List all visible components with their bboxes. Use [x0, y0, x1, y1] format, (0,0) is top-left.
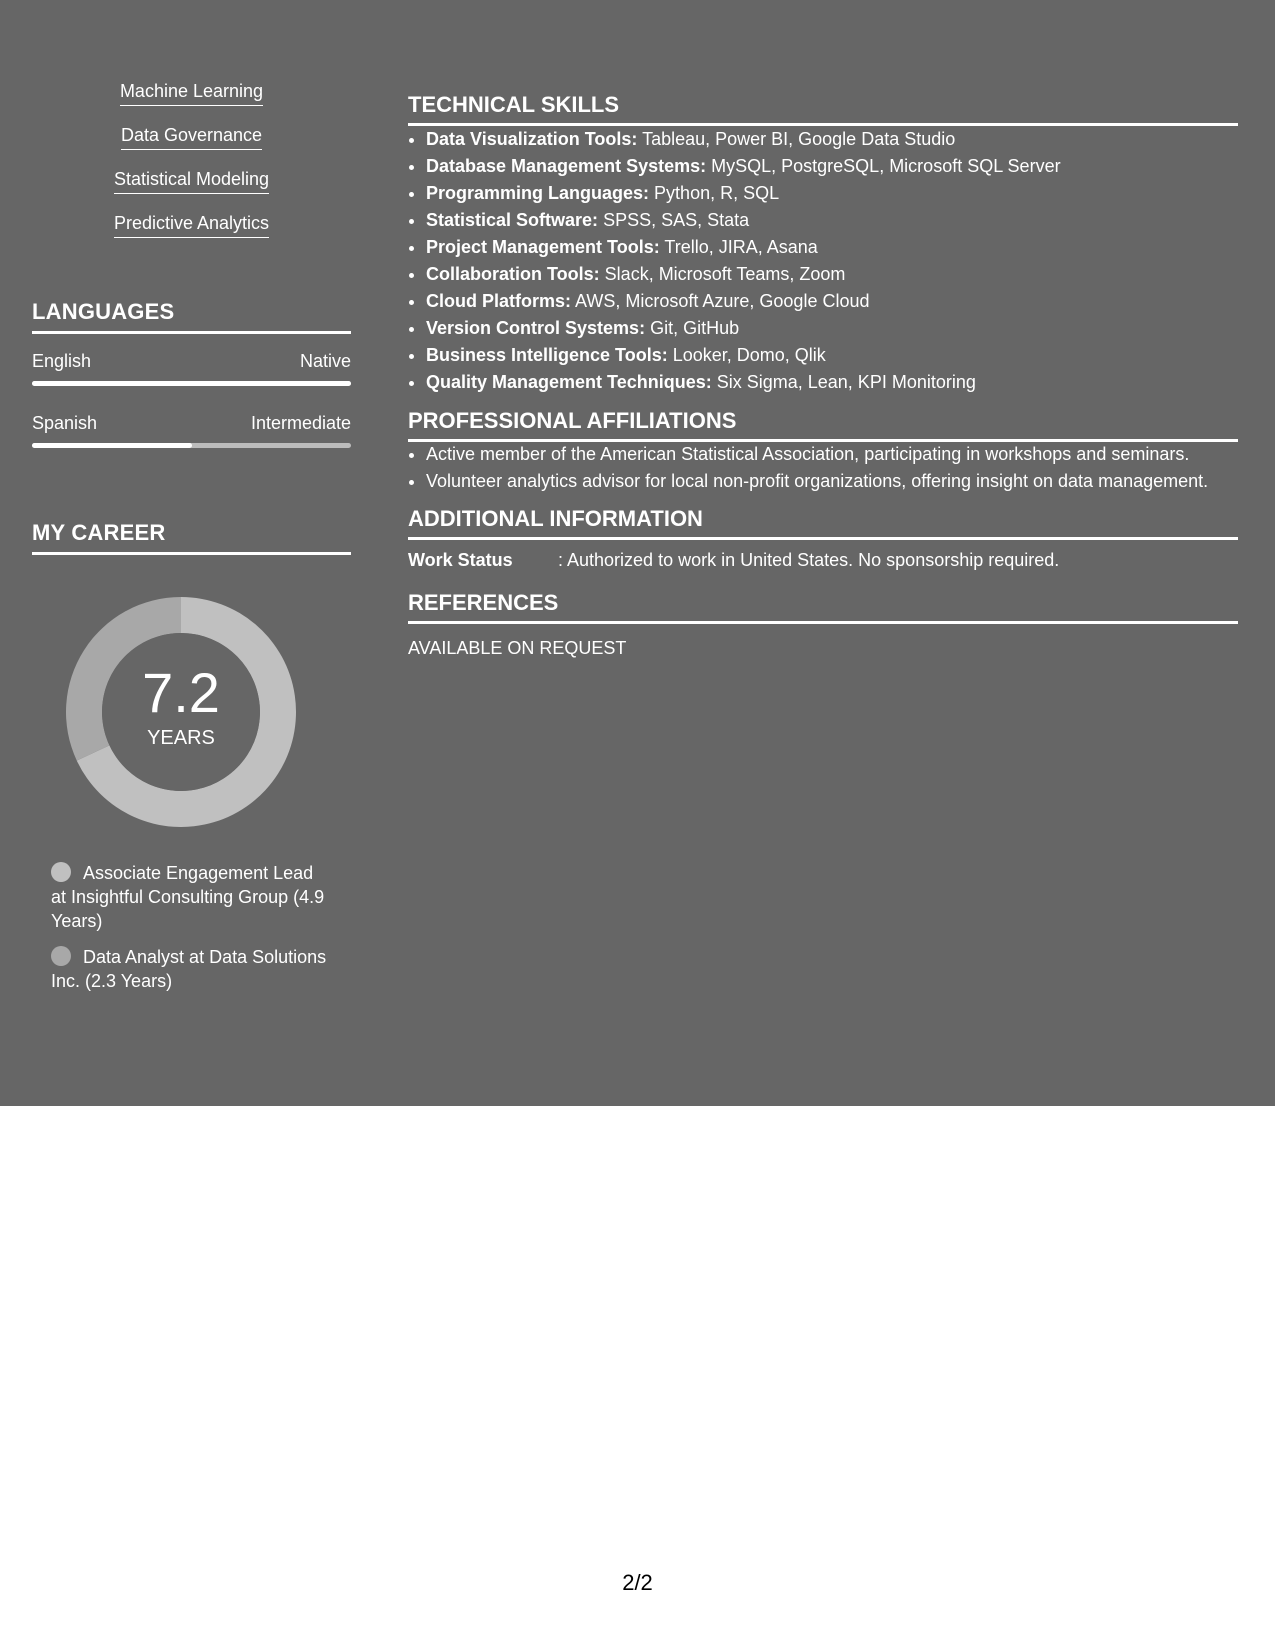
skill-category: Project Management Tools:	[426, 237, 660, 257]
page-number: 2/2	[622, 1570, 653, 1595]
affiliations-heading: PROFESSIONAL AFFILIATIONS	[408, 408, 1238, 442]
work-status-row	[408, 548, 1238, 572]
skill-tag: Statistical Modeling	[114, 168, 269, 194]
skill-tag: Machine Learning	[120, 80, 263, 106]
skill-category: Collaboration Tools:	[426, 264, 600, 284]
list-item: • Volunteer analytics advisor for local non-profit organizations, offering insight on data management.	[426, 469, 1238, 494]
legend-dot-icon	[51, 862, 71, 882]
skill-tag: Data Governance	[121, 124, 262, 150]
language-proficiency-fill	[32, 443, 192, 448]
language-proficiency-fill	[32, 381, 351, 386]
list-item	[426, 342, 1238, 369]
right-column	[408, 92, 1238, 660]
work-status-label: Work Status	[408, 550, 513, 570]
list-item	[426, 315, 1238, 342]
technical-skills-list	[408, 126, 1238, 396]
legend-dot-icon	[51, 946, 71, 966]
skill-tag: Predictive Analytics	[114, 212, 269, 238]
language-row-spanish	[32, 412, 351, 448]
skill-values: Six Sigma, Lean, KPI Monitoring	[716, 372, 976, 392]
skill-values: Python, R, SQL	[654, 183, 780, 203]
skill-category: Quality Management Techniques:	[426, 372, 712, 392]
list-item	[426, 234, 1238, 261]
skill-values: Slack, Microsoft Teams, Zoom	[604, 264, 846, 284]
list-item	[426, 180, 1238, 207]
skill-category: Programming Languages:	[426, 183, 650, 203]
languages-heading: LANGUAGES	[32, 299, 351, 334]
list-item	[426, 207, 1238, 234]
skill-values: Tableau, Power BI, Google Data Studio	[642, 129, 956, 149]
additional-info-heading: ADDITIONAL INFORMATION	[408, 506, 1238, 540]
left-column	[32, 80, 351, 1005]
language-level: Native	[299, 351, 351, 371]
language-name: English	[32, 351, 92, 371]
work-status-value: : Authorized to work in United States. No sponsorship required.	[558, 550, 1060, 570]
language-row-english	[32, 350, 351, 386]
career-heading: MY CAREER	[32, 520, 351, 555]
skill-category: Database Management Systems:	[426, 156, 707, 176]
career-legend-item	[51, 861, 331, 933]
language-level: Intermediate	[250, 413, 351, 433]
skill-values: AWS, Microsoft Azure, Google Cloud	[575, 291, 870, 311]
career-total-unit: YEARS	[147, 727, 215, 749]
career-total-years: 7.2	[142, 661, 220, 724]
list-item	[426, 288, 1238, 315]
list-item	[426, 126, 1238, 153]
affiliations-list	[408, 442, 1238, 494]
career-legend	[51, 861, 331, 993]
skill-values: Git, GitHub	[650, 318, 740, 338]
references-text: AVAILABLE ON REQUEST	[408, 638, 627, 658]
career-legend-label: Data Analyst at Data Solutions Inc. (2.3 Years)	[51, 947, 327, 991]
career-legend-item	[51, 945, 331, 993]
language-proficiency-bar	[32, 443, 351, 448]
skill-tags	[32, 80, 351, 256]
list-item	[426, 261, 1238, 288]
technical-skills-heading: TECHNICAL SKILLS	[408, 92, 1238, 126]
list-item	[426, 153, 1238, 180]
language-proficiency-bar	[32, 381, 351, 386]
skill-values: Looker, Domo, Qlik	[672, 345, 826, 365]
career-donut-chart	[66, 597, 296, 827]
career-legend-label: Associate Engagement Lead at Insightful Consulting Group (4.9 Years)	[51, 863, 325, 931]
list-item: • Active member of the American Statistical Association, participating in workshops and seminars.	[426, 442, 1238, 467]
skill-values: Trello, JIRA, Asana	[664, 237, 818, 257]
skill-category: Business Intelligence Tools:	[426, 345, 668, 365]
skill-category: Data Visualization Tools:	[426, 129, 638, 149]
references-heading: REFERENCES	[408, 590, 1238, 624]
skill-category: Version Control Systems:	[426, 318, 646, 338]
skill-category: Cloud Platforms:	[426, 291, 572, 311]
list-item	[426, 369, 1238, 396]
skill-values: MySQL, PostgreSQL, Microsoft SQL Server	[711, 156, 1061, 176]
skill-category: Statistical Software:	[426, 210, 599, 230]
language-name: Spanish	[32, 413, 98, 433]
skill-values: SPSS, SAS, Stata	[603, 210, 750, 230]
